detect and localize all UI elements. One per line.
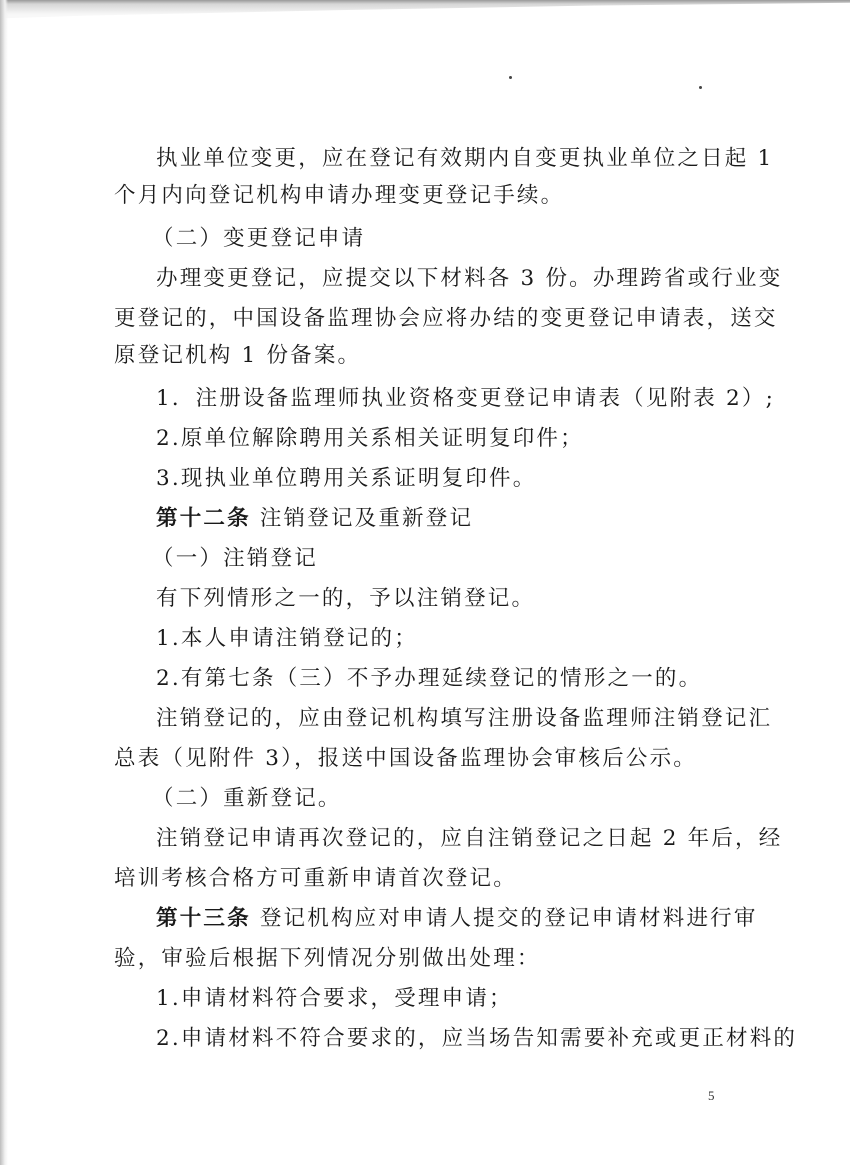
article-12-heading (156, 504, 473, 534)
scan-top-edge (0, 0, 850, 46)
article-13-heading (156, 904, 758, 934)
paragraph-line: 有下列情形之一的，予以注销登记。 (156, 586, 536, 611)
page-number: 5 (708, 1088, 715, 1103)
article-12-label: 第十二条 (156, 506, 251, 531)
paragraph-line: 执业单位变更，应在登记有效期内自变更执业单位之日起 1 (156, 146, 774, 171)
scan-speck (509, 76, 512, 79)
section-heading: （二）变更登记申请 (152, 226, 366, 251)
paragraph-line: 个月内向登记机构申请办理变更登记手续。 (114, 183, 565, 208)
article-13-label: 第十三条 (156, 906, 251, 931)
article-13-text: 登记机构应对申请人提交的登记申请材料进行审 (259, 906, 758, 931)
scan-speck (699, 86, 702, 89)
paragraph-line: 更登记的，中国设备监理协会应将办结的变更登记申请表，送交 (114, 306, 778, 331)
paragraph-line: 注销登记申请再次登记的，应自注销登记之日起 2 年后，经 (156, 826, 783, 851)
paragraph-line: 办理变更登记，应提交以下材料各 3 份。办理跨省或行业变 (156, 266, 783, 291)
paragraph-line: 注销登记的，应由登记机构填写注册设备监理师注销登记汇 (156, 706, 773, 731)
list-item: 1．注册设备监理师执业资格变更登记申请表（见附表 2）; (156, 386, 776, 411)
list-item: 1.申请材料符合要求，受理申请； (156, 986, 513, 1011)
list-item: 2.有第七条（三）不予办理延续登记的情形之一的。 (156, 666, 703, 691)
list-item: 1.本人申请注销登记的； (156, 626, 418, 651)
article-12-title: 注销登记及重新登记 (259, 506, 474, 531)
list-item: 2.原单位解除聘用关系相关证明复印件； (156, 426, 584, 451)
paragraph-line: 验，审验后根据下列情况分别做出处理： (114, 946, 541, 971)
paragraph-line: 培训考核合格方可重新申请首次登记。 (114, 866, 517, 891)
list-item: 3.现执业单位聘用关系证明复印件。 (156, 466, 537, 491)
section-heading: （二）重新登记。 (152, 786, 342, 811)
paragraph-line: 总表（见附件 3），报送中国设备监理协会审核后公示。 (114, 746, 697, 771)
paragraph-line: 原登记机构 1 份备案。 (114, 343, 362, 368)
section-heading: （一）注销登记 (152, 546, 318, 571)
list-item: 2.申请材料不符合要求的，应当场告知需要补充或更正材料的 (156, 1026, 798, 1051)
scan-left-edge (0, 0, 8, 1165)
